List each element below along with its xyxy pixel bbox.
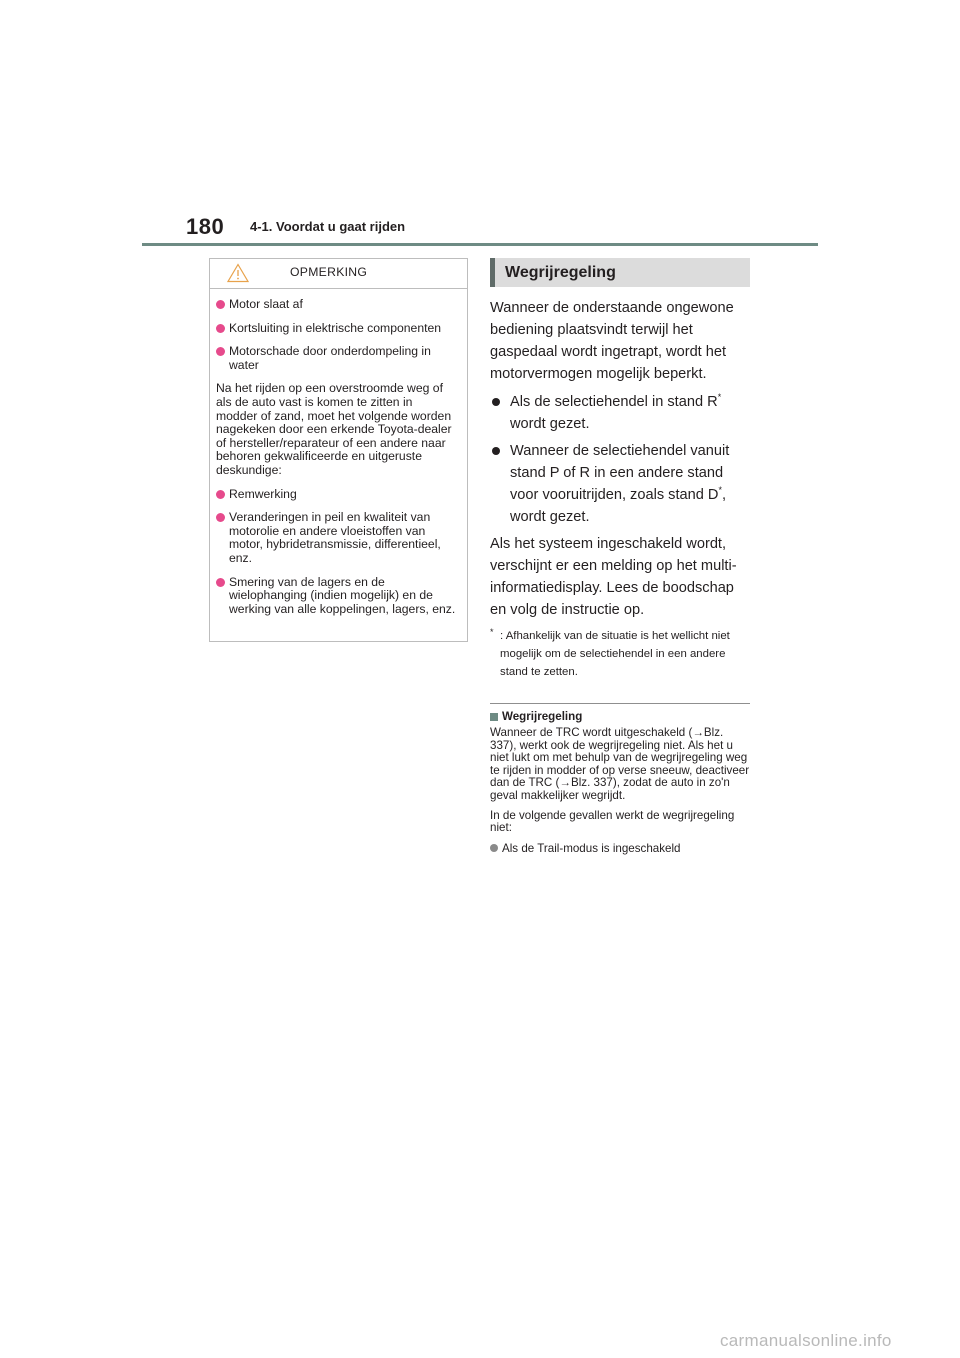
list-item: Als de Trail-modus is ingeschakeld (490, 842, 750, 855)
bullet-dot (216, 490, 225, 499)
watermark: carmanualsonline.info (720, 1331, 892, 1350)
bullet-dot (490, 844, 498, 852)
list-item: Wanneer de selectiehendel vanuit stand P of R in een andere stand voor vooruitrijden, zoals stand D*, wordt gezet. (490, 440, 750, 528)
list-item: Kortsluiting in elektrische componenten (216, 322, 457, 336)
subsection-paragraph-2: In de volgende gevallen werkt de wegrijregeling niet: (490, 808, 735, 835)
bullet-dot (216, 578, 225, 587)
notice-box (209, 258, 468, 642)
section-heading: Wegrijregeling (490, 258, 750, 287)
bullet-dot (216, 324, 225, 333)
subsection-heading: Wegrijregeling (490, 710, 750, 724)
right-column (490, 258, 750, 855)
divider (490, 703, 750, 704)
list-item: Smering van de lagers en de wielophanging (indien mogelijk) en de werking van alle koppelingen, lagers, enz. (216, 576, 457, 617)
subsection-paragraph: Wanneer de TRC wordt uitgeschakeld (→Blz. 337), werkt ook de wegrijregeling niet. Als het u niet lukt om met behulp van de wegrijregeling weg te rijden in modder of op verse sneeuw, deactiveer dan de TRC (→Blz. 337), zodat de auto in zo'n geval makkelijker wegrijdt. (490, 726, 750, 802)
status-paragraph: Als het systeem ingeschakeld wordt, verschijnt er een melding op het multi-informatiedisplay. Lees de boodschap en volg de instructie op. (490, 536, 737, 618)
bullet-dot (216, 347, 225, 356)
list-item: Als de selectiehendel in stand R* wordt gezet. (490, 391, 750, 435)
notice-label: OPMERKING (290, 265, 368, 279)
header-rule (142, 243, 818, 246)
warning-triangle-icon (227, 263, 249, 283)
square-bullet-icon (490, 713, 498, 721)
section-title: 4-1. Voordat u gaat rijden (250, 219, 406, 234)
list-item: Motorschade door onderdompeling in water (216, 345, 457, 372)
list-item: Veranderingen in peil en kwaliteit van motorolie en andere vloeistoffen van motor, hybridetransmissie, differentieel, enz. (216, 511, 457, 565)
bullet-dot (492, 447, 500, 455)
notice-body (210, 289, 467, 616)
footnote: * : Afhankelijk van de situatie is het wellicht niet mogelijk om de selectiehendel in een andere stand te zetten. (490, 627, 730, 678)
list-item: Motor slaat af (216, 298, 457, 312)
notice-paragraph: Na het rijden op een overstroomde weg of als de auto vast is komen te zitten in modder of zand, moet het volgende worden nagekeken door een erkende Toyota-dealer of hersteller/reparateur of een andere naar behoren gekwalificeerde en uitgeruste deskundige: (216, 381, 452, 477)
bullet-dot (492, 398, 500, 406)
page-number: 180 (186, 214, 225, 239)
list-item: Remwerking (216, 488, 457, 502)
bullet-dot (216, 300, 225, 309)
bullet-dot (216, 513, 225, 522)
notice-header (210, 259, 467, 289)
intro-paragraph: Wanneer de onderstaande ongewone bediening plaatsvindt terwijl het gaspedaal wordt ingetrapt, wordt het motorvermogen mogelijk beperkt. (490, 300, 734, 382)
